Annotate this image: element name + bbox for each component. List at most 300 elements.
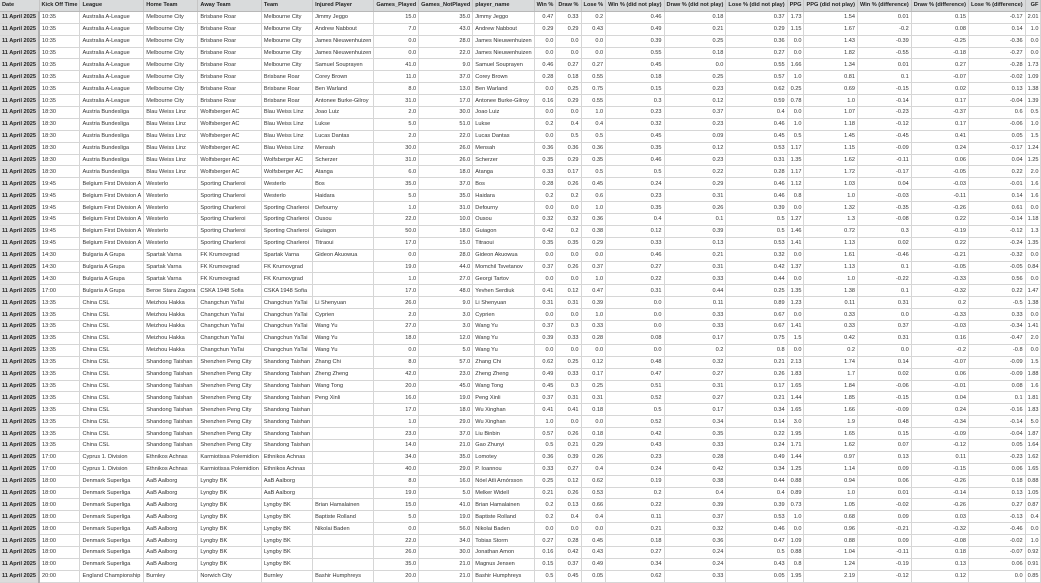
table-cell[interactable]: -0.47: [968, 332, 1025, 344]
table-cell[interactable]: -0.14: [857, 95, 911, 107]
table-cell[interactable]: 0.0: [787, 523, 804, 535]
table-cell[interactable]: 17.0: [419, 95, 473, 107]
table-cell[interactable]: 10:35: [39, 35, 80, 47]
table-cell[interactable]: Shandong Taishan: [261, 416, 312, 428]
table-cell[interactable]: 0.24: [606, 178, 664, 190]
table-cell[interactable]: 0.67: [726, 321, 787, 333]
table-cell[interactable]: 0.92: [1025, 546, 1041, 558]
table-cell[interactable]: 0.97: [804, 451, 857, 463]
table-cell[interactable]: Shenzhen Peng City: [198, 356, 261, 368]
table-cell[interactable]: Haidara: [473, 190, 534, 202]
table-cell[interactable]: 0.4: [726, 487, 787, 499]
table-cell[interactable]: 0.62: [581, 475, 606, 487]
table-cell[interactable]: Lyngby BK: [261, 546, 312, 558]
table-cell[interactable]: -0.17: [857, 166, 911, 178]
table-cell[interactable]: -0.15: [857, 392, 911, 404]
table-cell[interactable]: 0.5: [606, 404, 664, 416]
table-cell[interactable]: Wang Tong: [313, 380, 374, 392]
table-cell[interactable]: -0.09: [911, 428, 968, 440]
table-cell[interactable]: 0.36: [726, 35, 787, 47]
table-cell[interactable]: 7.0: [374, 23, 419, 35]
table-cell[interactable]: 0.31: [664, 380, 726, 392]
table-cell[interactable]: -0.26: [911, 499, 968, 511]
table-cell[interactable]: 5.0: [374, 511, 419, 523]
table-cell[interactable]: Changchun YaTai: [198, 297, 261, 309]
table-cell[interactable]: 0.5: [787, 130, 804, 142]
table-cell[interactable]: 0.2: [581, 11, 606, 23]
table-cell[interactable]: 1.0: [804, 487, 857, 499]
table-cell[interactable]: 0.31: [581, 392, 606, 404]
table-cell[interactable]: 0.59: [726, 95, 787, 107]
table-cell[interactable]: 0.0: [968, 570, 1025, 582]
table-cell[interactable]: Cyprus 1. Division: [80, 451, 144, 463]
row-date-cell[interactable]: 11 April 2025: [0, 107, 39, 119]
table-cell[interactable]: 0.23: [606, 107, 664, 119]
table-cell[interactable]: 8.0: [374, 356, 419, 368]
table-cell[interactable]: -0.32: [968, 249, 1025, 261]
table-cell[interactable]: 0.43: [581, 546, 606, 558]
table-cell[interactable]: 10:35: [39, 47, 80, 59]
table-cell[interactable]: -0.46: [857, 249, 911, 261]
table-cell[interactable]: 18:00: [39, 487, 80, 499]
table-cell[interactable]: 0.35: [664, 428, 726, 440]
table-cell[interactable]: 0.39: [726, 499, 787, 511]
row-date-cell[interactable]: 11 April 2025: [0, 142, 39, 154]
column-header[interactable]: Draw %: [556, 0, 581, 11]
table-cell[interactable]: -0.03: [911, 178, 968, 190]
table-cell[interactable]: Haidara: [313, 190, 374, 202]
table-cell[interactable]: 0.39: [606, 35, 664, 47]
table-cell[interactable]: 0.0: [1025, 47, 1041, 59]
table-cell[interactable]: 31.0: [374, 95, 419, 107]
table-cell[interactable]: -0.8: [968, 344, 1025, 356]
table-cell[interactable]: Australia A-League: [80, 35, 144, 47]
table-cell[interactable]: 1.37: [787, 261, 804, 273]
table-cell[interactable]: 0.06: [968, 463, 1025, 475]
table-cell[interactable]: 10:35: [39, 95, 80, 107]
table-cell[interactable]: 0.27: [556, 463, 581, 475]
table-cell[interactable]: Meizhou Hakka: [144, 297, 198, 309]
table-cell[interactable]: Meizhou Hakka: [144, 332, 198, 344]
table-cell[interactable]: [313, 558, 374, 570]
table-cell[interactable]: 2.0: [374, 130, 419, 142]
table-cell[interactable]: Karmiotissa Polemidion: [198, 451, 261, 463]
table-cell[interactable]: Austria Bundesliga: [80, 142, 144, 154]
table-cell[interactable]: 0.0: [787, 309, 804, 321]
table-cell[interactable]: 0.0: [606, 297, 664, 309]
table-cell[interactable]: 20.0: [374, 380, 419, 392]
table-cell[interactable]: Brisbane Roar: [198, 95, 261, 107]
table-cell[interactable]: Jonathan Amon: [473, 546, 534, 558]
table-cell[interactable]: 0.31: [857, 332, 911, 344]
table-cell[interactable]: -0.23: [968, 451, 1025, 463]
table-cell[interactable]: 0.4: [581, 118, 606, 130]
table-cell[interactable]: 17.0: [374, 237, 419, 249]
table-cell[interactable]: 0.15: [911, 11, 968, 23]
table-cell[interactable]: 0.09: [857, 463, 911, 475]
table-cell[interactable]: 0.31: [556, 297, 581, 309]
table-cell[interactable]: 0.66: [581, 499, 606, 511]
table-cell[interactable]: 14:30: [39, 273, 80, 285]
table-cell[interactable]: 0.55: [581, 95, 606, 107]
table-cell[interactable]: Li Shenyuan: [313, 297, 374, 309]
table-cell[interactable]: 1.25: [1025, 154, 1041, 166]
table-cell[interactable]: 1.83: [787, 368, 804, 380]
column-header[interactable]: PPG: [787, 0, 804, 11]
table-cell[interactable]: Westerlo: [261, 190, 312, 202]
table-cell[interactable]: 1.5: [787, 332, 804, 344]
table-cell[interactable]: 37.0: [419, 178, 473, 190]
table-cell[interactable]: 0.5: [534, 439, 556, 451]
column-header[interactable]: player_name: [473, 0, 534, 11]
table-cell[interactable]: 0.37: [664, 107, 726, 119]
table-cell[interactable]: 0.8: [726, 344, 787, 356]
table-cell[interactable]: 0.2: [606, 487, 664, 499]
table-cell[interactable]: 0.12: [581, 356, 606, 368]
table-cell[interactable]: 35.0: [419, 451, 473, 463]
table-cell[interactable]: China CSL: [80, 404, 144, 416]
table-cell[interactable]: 0.0: [534, 202, 556, 214]
row-date-cell[interactable]: 11 April 2025: [0, 523, 39, 535]
table-cell[interactable]: 0.45: [581, 178, 606, 190]
table-cell[interactable]: 0.25: [534, 475, 556, 487]
table-cell[interactable]: 12.0: [419, 332, 473, 344]
table-cell[interactable]: 0.0: [534, 35, 556, 47]
table-cell[interactable]: 0.08: [606, 332, 664, 344]
table-cell[interactable]: Spartak Varna: [144, 261, 198, 273]
table-cell[interactable]: [313, 451, 374, 463]
table-cell[interactable]: -0.33: [911, 273, 968, 285]
table-cell[interactable]: 51.0: [419, 118, 473, 130]
table-cell[interactable]: 1.0: [581, 107, 606, 119]
table-cell[interactable]: Wolfsberger AC: [198, 154, 261, 166]
table-cell[interactable]: 0.0: [1025, 35, 1041, 47]
table-cell[interactable]: 0.33: [968, 309, 1025, 321]
table-cell[interactable]: 1.14: [804, 463, 857, 475]
table-cell[interactable]: 21.0: [419, 439, 473, 451]
table-cell[interactable]: 1.62: [804, 439, 857, 451]
column-header[interactable]: Draw % (did not play): [664, 0, 726, 11]
table-cell[interactable]: 1.65: [804, 428, 857, 440]
table-cell[interactable]: 1.71: [787, 439, 804, 451]
table-cell[interactable]: 1.38: [1025, 297, 1041, 309]
table-cell[interactable]: Beroe Stara Zagora: [144, 285, 198, 297]
table-cell[interactable]: -0.15: [911, 463, 968, 475]
row-date-cell[interactable]: 11 April 2025: [0, 273, 39, 285]
table-cell[interactable]: 0.22: [968, 166, 1025, 178]
table-cell[interactable]: 0.0: [857, 344, 911, 356]
column-header[interactable]: League: [80, 0, 144, 11]
table-cell[interactable]: 0.36: [581, 214, 606, 226]
table-cell[interactable]: 0.24: [911, 404, 968, 416]
table-cell[interactable]: 1.34: [804, 59, 857, 71]
table-cell[interactable]: 29.0: [419, 416, 473, 428]
table-cell[interactable]: 0.69: [804, 83, 857, 95]
table-cell[interactable]: -0.2: [911, 344, 968, 356]
table-cell[interactable]: 0.43: [606, 439, 664, 451]
table-cell[interactable]: Lukse: [473, 118, 534, 130]
table-cell[interactable]: -0.14: [968, 416, 1025, 428]
table-cell[interactable]: Sporting Charleroi: [198, 190, 261, 202]
table-cell[interactable]: 1.5: [1025, 356, 1041, 368]
table-cell[interactable]: 0.33: [556, 11, 581, 23]
table-cell[interactable]: 1.6: [1025, 380, 1041, 392]
table-cell[interactable]: Nóel Atli Arnórsson: [473, 475, 534, 487]
table-cell[interactable]: Guiagon: [313, 225, 374, 237]
table-cell[interactable]: Melbourne City: [261, 35, 312, 47]
table-cell[interactable]: Melbourne City: [144, 83, 198, 95]
row-date-cell[interactable]: 11 April 2025: [0, 214, 39, 226]
table-cell[interactable]: 1.65: [787, 380, 804, 392]
table-cell[interactable]: Changchun YaTai: [198, 321, 261, 333]
table-cell[interactable]: 1.13: [804, 237, 857, 249]
table-cell[interactable]: 0.37: [857, 321, 911, 333]
table-cell[interactable]: 0.17: [664, 404, 726, 416]
table-cell[interactable]: 0.12: [664, 142, 726, 154]
table-cell[interactable]: 0.24: [664, 558, 726, 570]
row-date-cell[interactable]: 11 April 2025: [0, 23, 39, 35]
table-cell[interactable]: 0.27: [606, 546, 664, 558]
table-cell[interactable]: Westerlo: [144, 214, 198, 226]
table-cell[interactable]: Shenzhen Peng City: [198, 392, 261, 404]
row-date-cell[interactable]: 11 April 2025: [0, 475, 39, 487]
table-cell[interactable]: 0.23: [606, 190, 664, 202]
table-cell[interactable]: 0.2: [911, 297, 968, 309]
table-cell[interactable]: AaB Aalborg: [261, 475, 312, 487]
table-cell[interactable]: 0.0: [787, 107, 804, 119]
table-cell[interactable]: 18:00: [39, 511, 80, 523]
table-cell[interactable]: [313, 285, 374, 297]
table-cell[interactable]: 26.0: [374, 297, 419, 309]
table-cell[interactable]: 0.32: [726, 249, 787, 261]
table-cell[interactable]: Lyngby BK: [198, 499, 261, 511]
table-cell[interactable]: Changchun YaTai: [261, 321, 312, 333]
table-cell[interactable]: 1.72: [804, 166, 857, 178]
table-cell[interactable]: 0.36: [534, 142, 556, 154]
table-cell[interactable]: 1.38: [804, 285, 857, 297]
table-cell[interactable]: Peng Xinli: [473, 392, 534, 404]
table-cell[interactable]: 0.21: [534, 487, 556, 499]
table-cell[interactable]: 0.37: [556, 558, 581, 570]
table-cell[interactable]: 30.0: [419, 546, 473, 558]
table-cell[interactable]: 0.17: [581, 368, 606, 380]
table-cell[interactable]: Changchun YaTai: [261, 332, 312, 344]
table-cell[interactable]: Ethnikos Achnas: [261, 463, 312, 475]
table-cell[interactable]: 0.45: [534, 380, 556, 392]
table-cell[interactable]: 0.4: [556, 118, 581, 130]
table-cell[interactable]: 30.0: [419, 107, 473, 119]
table-cell[interactable]: 0.04: [857, 178, 911, 190]
table-cell[interactable]: 0.01: [857, 11, 911, 23]
table-cell[interactable]: 0.0: [787, 35, 804, 47]
table-cell[interactable]: -0.19: [911, 225, 968, 237]
table-cell[interactable]: 0.13: [664, 237, 726, 249]
table-cell[interactable]: 20:00: [39, 570, 80, 582]
table-cell[interactable]: -0.07: [911, 356, 968, 368]
table-cell[interactable]: 0.24: [911, 142, 968, 154]
row-date-cell[interactable]: 11 April 2025: [0, 416, 39, 428]
table-cell[interactable]: Ben Warland: [473, 83, 534, 95]
table-cell[interactable]: 0.52: [606, 392, 664, 404]
table-cell[interactable]: 26.0: [374, 546, 419, 558]
table-cell[interactable]: Wolfsberger AC: [198, 107, 261, 119]
table-cell[interactable]: 0.46: [726, 523, 787, 535]
table-cell[interactable]: 1.35: [787, 154, 804, 166]
table-cell[interactable]: Shenzhen Peng City: [198, 368, 261, 380]
table-cell[interactable]: Gideon Akuowua: [473, 249, 534, 261]
table-cell[interactable]: 0.0: [374, 47, 419, 59]
row-date-cell[interactable]: 11 April 2025: [0, 546, 39, 558]
table-cell[interactable]: Scherzer: [473, 154, 534, 166]
table-cell[interactable]: 0.25: [664, 35, 726, 47]
table-cell[interactable]: Lyngby BK: [261, 511, 312, 523]
table-cell[interactable]: 0.33: [556, 368, 581, 380]
table-cell[interactable]: 5.0: [374, 190, 419, 202]
table-cell[interactable]: -0.09: [968, 368, 1025, 380]
column-header[interactable]: Win % (difference): [857, 0, 911, 11]
table-cell[interactable]: 0.2: [534, 190, 556, 202]
table-cell[interactable]: China CSL: [80, 344, 144, 356]
table-cell[interactable]: 0.0: [556, 47, 581, 59]
table-cell[interactable]: Wolfsberger AC: [261, 154, 312, 166]
table-cell[interactable]: Lyngby BK: [261, 558, 312, 570]
table-cell[interactable]: 0.31: [664, 261, 726, 273]
table-cell[interactable]: -0.26: [911, 475, 968, 487]
table-cell[interactable]: 0.33: [556, 332, 581, 344]
table-cell[interactable]: Shandong Taishan: [144, 416, 198, 428]
table-cell[interactable]: 0.0: [1025, 202, 1041, 214]
table-cell[interactable]: Spartak Varna: [261, 249, 312, 261]
table-cell[interactable]: 1.0: [374, 273, 419, 285]
table-cell[interactable]: Shandong Taishan: [144, 380, 198, 392]
table-cell[interactable]: 1.35: [787, 285, 804, 297]
table-cell[interactable]: 1.0: [1025, 118, 1041, 130]
table-cell[interactable]: 0.2: [664, 344, 726, 356]
table-cell[interactable]: Andrew Nabbout: [313, 23, 374, 35]
table-cell[interactable]: 0.38: [581, 225, 606, 237]
table-cell[interactable]: 1.03: [804, 178, 857, 190]
table-cell[interactable]: 0.32: [606, 118, 664, 130]
table-cell[interactable]: 0.4: [581, 463, 606, 475]
table-cell[interactable]: Joao Luiz: [313, 107, 374, 119]
table-cell[interactable]: 0.46: [606, 154, 664, 166]
table-cell[interactable]: 45.0: [419, 380, 473, 392]
table-cell[interactable]: Liu Binbin: [473, 428, 534, 440]
table-cell[interactable]: 18:00: [39, 558, 80, 570]
table-cell[interactable]: China CSL: [80, 356, 144, 368]
table-cell[interactable]: 1.18: [804, 118, 857, 130]
table-cell[interactable]: 0.1: [857, 285, 911, 297]
table-cell[interactable]: 2.01: [1025, 11, 1041, 23]
table-cell[interactable]: -0.35: [857, 202, 911, 214]
table-cell[interactable]: Baptiste Rolland: [313, 511, 374, 523]
table-cell[interactable]: Guiagon: [473, 225, 534, 237]
table-cell[interactable]: Australia A-League: [80, 11, 144, 23]
table-cell[interactable]: 17.0: [374, 285, 419, 297]
table-cell[interactable]: -0.07: [968, 546, 1025, 558]
table-cell[interactable]: 0.0: [534, 47, 556, 59]
table-cell[interactable]: 0.68: [804, 511, 857, 523]
table-cell[interactable]: 1.12: [787, 178, 804, 190]
row-date-cell[interactable]: 11 April 2025: [0, 487, 39, 499]
table-cell[interactable]: Austria Bundesliga: [80, 166, 144, 178]
table-cell[interactable]: -0.02: [968, 71, 1025, 83]
table-cell[interactable]: 0.06: [911, 154, 968, 166]
table-cell[interactable]: Scherzer: [313, 154, 374, 166]
table-cell[interactable]: 0.33: [606, 237, 664, 249]
row-date-cell[interactable]: 11 April 2025: [0, 344, 39, 356]
table-cell[interactable]: 1.66: [787, 59, 804, 71]
table-cell[interactable]: 0.12: [911, 570, 968, 582]
table-cell[interactable]: -0.07: [911, 71, 968, 83]
table-cell[interactable]: 13:35: [39, 332, 80, 344]
table-cell[interactable]: 0.85: [1025, 570, 1041, 582]
table-cell[interactable]: -0.06: [968, 118, 1025, 130]
table-cell[interactable]: 0.42: [664, 463, 726, 475]
column-header[interactable]: Win %: [534, 0, 556, 11]
table-cell[interactable]: 1.95: [787, 570, 804, 582]
table-cell[interactable]: [313, 261, 374, 273]
table-cell[interactable]: 0.88: [1025, 475, 1041, 487]
table-cell[interactable]: 0.23: [664, 154, 726, 166]
table-cell[interactable]: 17:00: [39, 285, 80, 297]
row-date-cell[interactable]: 11 April 2025: [0, 558, 39, 570]
table-cell[interactable]: 18:30: [39, 154, 80, 166]
table-cell[interactable]: 0.09: [857, 535, 911, 547]
table-cell[interactable]: Shandong Taishan: [261, 428, 312, 440]
table-cell[interactable]: 18.0: [419, 225, 473, 237]
table-cell[interactable]: -0.02: [857, 499, 911, 511]
table-cell[interactable]: 0.49: [726, 451, 787, 463]
table-cell[interactable]: Bashir Humphreys: [313, 570, 374, 582]
table-cell[interactable]: 0.0: [1025, 344, 1041, 356]
table-cell[interactable]: 0.36: [556, 142, 581, 154]
table-cell[interactable]: 0.27: [556, 59, 581, 71]
table-cell[interactable]: 0.29: [534, 23, 556, 35]
table-cell[interactable]: 14:30: [39, 261, 80, 273]
table-cell[interactable]: 1.0: [581, 202, 606, 214]
table-cell[interactable]: 30.0: [374, 142, 419, 154]
table-cell[interactable]: 41.0: [374, 59, 419, 71]
table-cell[interactable]: Corey Brown: [473, 71, 534, 83]
table-cell[interactable]: 0.62: [534, 356, 556, 368]
table-cell[interactable]: 8.0: [374, 83, 419, 95]
table-cell[interactable]: 0.37: [664, 511, 726, 523]
table-cell[interactable]: 0.62: [606, 570, 664, 582]
table-cell[interactable]: 0.22: [606, 499, 664, 511]
table-cell[interactable]: Changchun YaTai: [261, 297, 312, 309]
table-cell[interactable]: 1.84: [804, 380, 857, 392]
table-cell[interactable]: 0.25: [556, 83, 581, 95]
table-cell[interactable]: 0.17: [556, 166, 581, 178]
table-cell[interactable]: -0.14: [968, 214, 1025, 226]
table-cell[interactable]: 0.11: [804, 297, 857, 309]
table-cell[interactable]: 0.0: [1025, 309, 1041, 321]
table-cell[interactable]: Shenzhen Peng City: [198, 404, 261, 416]
table-cell[interactable]: 42.0: [374, 368, 419, 380]
table-cell[interactable]: Titraoui: [473, 237, 534, 249]
table-cell[interactable]: Austria Bundesliga: [80, 118, 144, 130]
table-cell[interactable]: CSKA 1948 Sofia: [261, 285, 312, 297]
table-cell[interactable]: 0.42: [606, 428, 664, 440]
table-cell[interactable]: Denmark Superliga: [80, 546, 144, 558]
table-cell[interactable]: Sporting Charleroi: [261, 202, 312, 214]
table-cell[interactable]: Melbourne City: [261, 47, 312, 59]
table-cell[interactable]: 0.0: [556, 107, 581, 119]
table-cell[interactable]: China CSL: [80, 392, 144, 404]
table-cell[interactable]: 0.21: [726, 356, 787, 368]
table-cell[interactable]: 1.18: [1025, 214, 1041, 226]
